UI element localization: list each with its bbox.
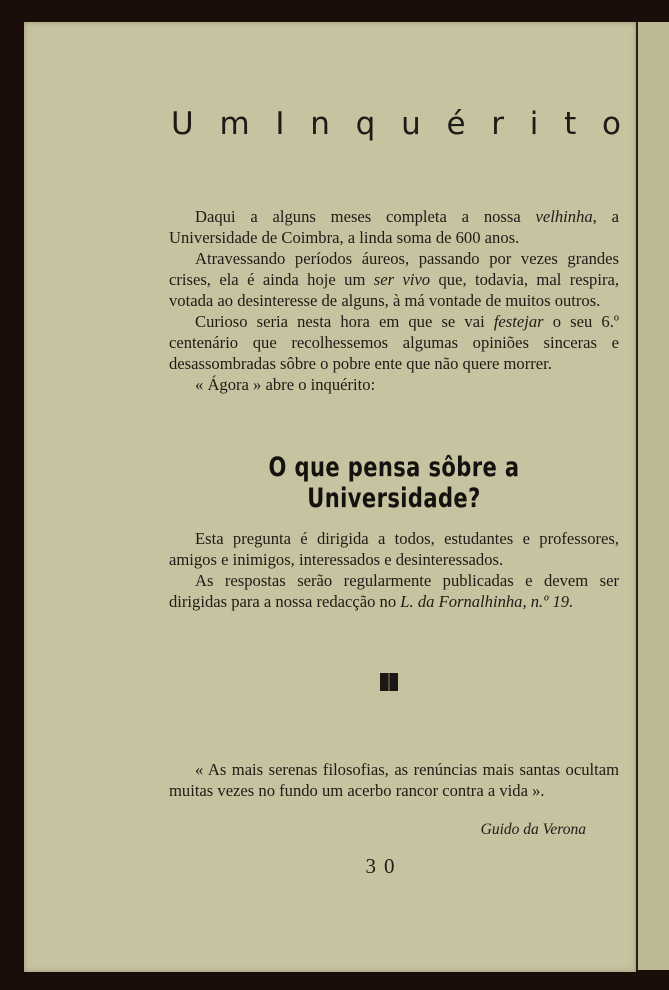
details-paragraph-1: Esta pregunta é dirigida a todos, estudantes e professores, amigos e inimigos, interessados e desinteressados. [169,529,619,569]
title-letter: r [491,106,505,142]
title-letter: i [529,106,539,142]
epigraph-quote [169,759,619,801]
survey-question-heading: O que pensa sôbre a Universidade? [268,452,520,514]
survey-details [169,528,619,612]
title-letter: t [564,106,577,142]
section-divider-square-icon [380,673,398,691]
intro-paragraph-3: Curioso seria nesta hora em que se vai festejar o seu 6.º centenário que recolhessemos algumas opiniões sinceras e desassombradas sôbre o pobre ente que não quere morrer. [169,312,619,373]
title-letter: n [310,106,330,142]
intro-paragraph-1: Daqui a alguns meses completa a nossa velhinha, a Universidade de Coimbra, a linda soma de 600 anos. [169,207,619,247]
title-letter: u [401,106,421,142]
title-letter: I [275,106,285,142]
intro-paragraph-2: Atravessando períodos áureos, passando por vezes grandes crises, ela é ainda hoje um ser vivo que, todavia, mal respira, votada ao desinteresse de alguns, à má vontade de muitos outros. [169,249,620,310]
adjacent-page-edge [636,22,669,970]
title-letter: m [219,106,250,142]
quote-author: Guido da Verona [480,821,586,838]
details-paragraph-2: As respostas serão regularmente publicadas e devem ser dirigidas para a nossa redacção no L. da Fornalhinha, n.º 19. [169,571,619,611]
page-title [171,104,621,144]
title-letter: U [171,106,194,142]
book-page [24,22,636,972]
page-number: 30 [365,854,403,878]
title-letter: q [355,106,376,142]
intro-paragraph-4: « Ágora » abre o inquérito: [195,375,376,394]
quote-text: « As mais serenas filosofias, as renúncias mais santas ocultam muitas vezes no fundo um acerbo rancor contra a vida ». [169,760,619,800]
title-letter: é [446,106,466,142]
title-letter: o [602,106,621,142]
intro-text [169,206,619,395]
